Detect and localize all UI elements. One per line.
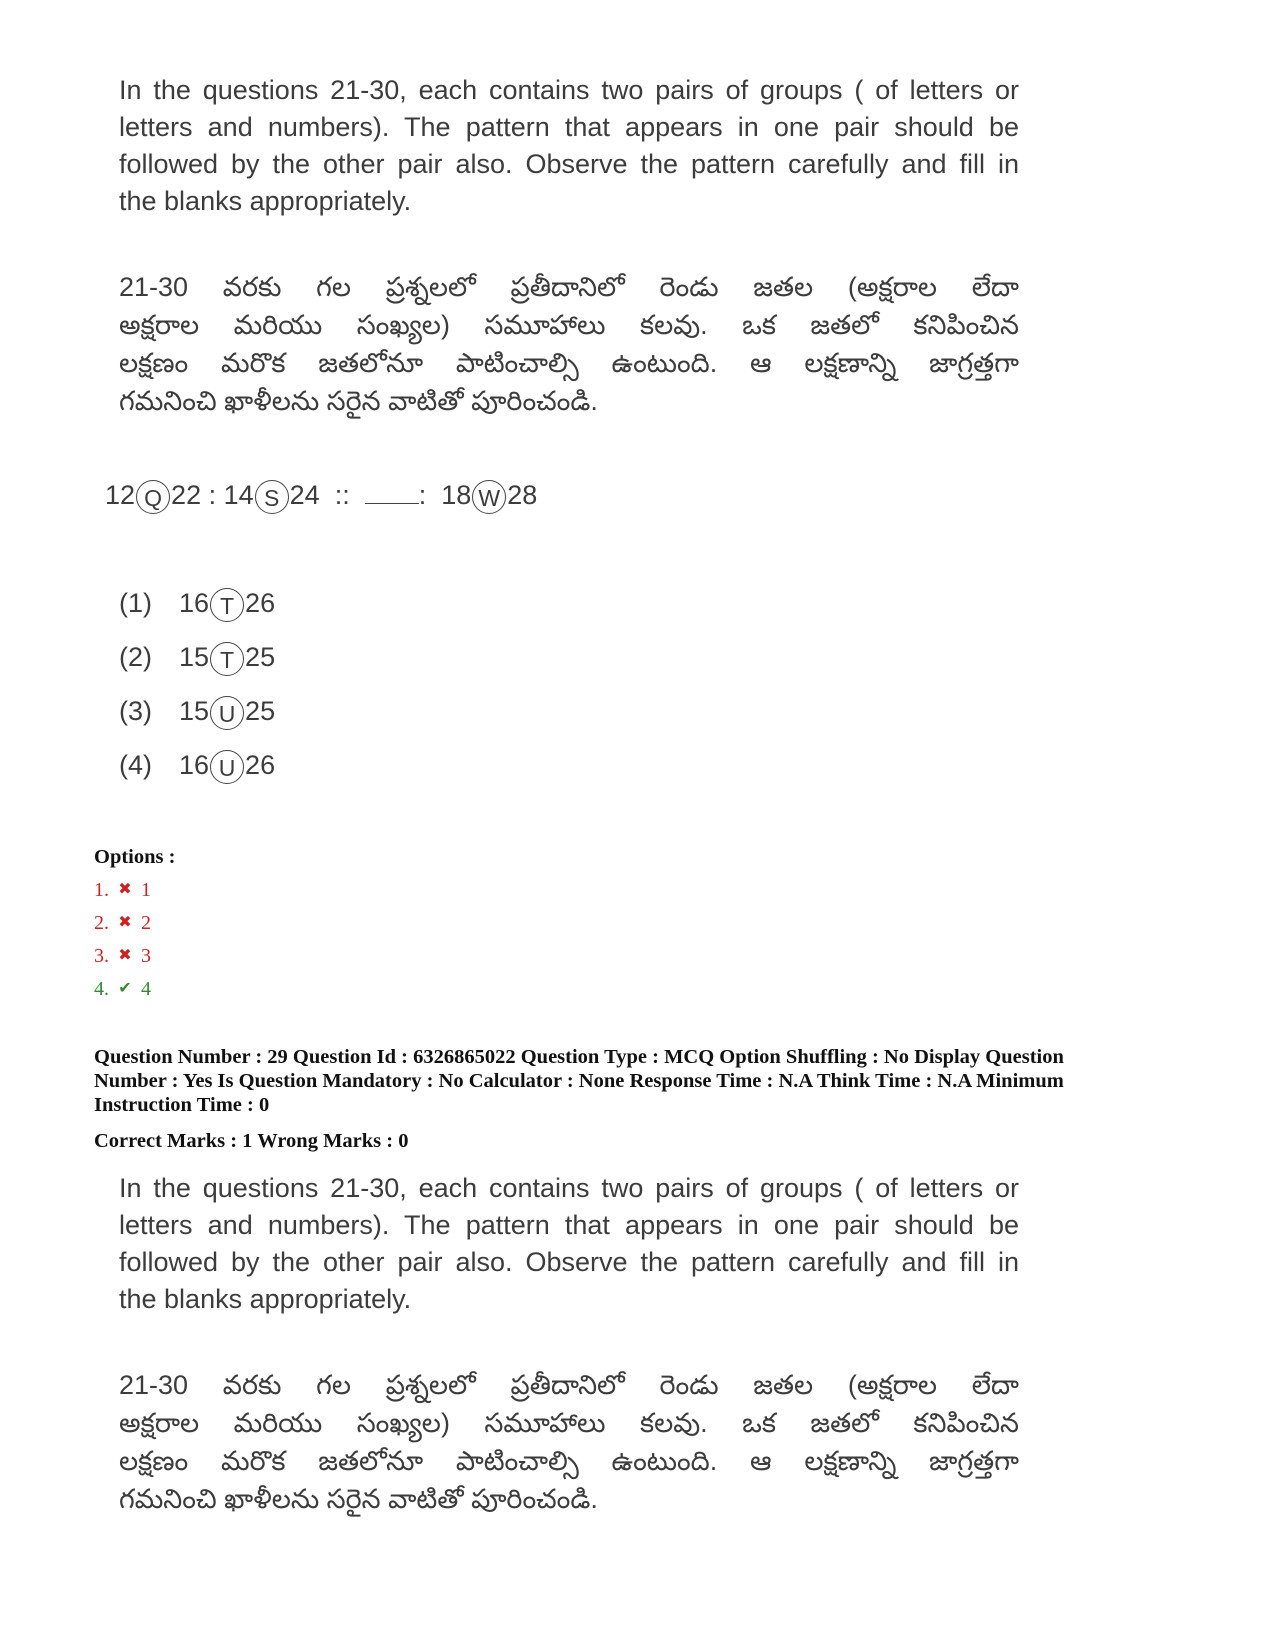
pattern-number: 22 xyxy=(171,480,202,511)
option-item xyxy=(94,878,151,902)
pattern-number: 24 xyxy=(289,480,320,511)
choice-number: (4) xyxy=(119,750,152,781)
choice-item xyxy=(119,588,275,622)
option-item xyxy=(94,911,151,935)
question-pattern xyxy=(105,480,537,514)
pattern-number: 12 xyxy=(105,480,136,511)
pattern-separator: :: xyxy=(319,480,365,511)
q29-instruction-en xyxy=(119,1170,1019,1318)
choice-number-right: 25 xyxy=(245,642,276,673)
instruction-line-te: గమనించి ఖాళీలను సరైన వాటితో పూరించండి. xyxy=(119,1484,598,1514)
option-value: 2 xyxy=(141,912,151,934)
option-index: 3. xyxy=(94,945,109,967)
choice-number-left: 15 xyxy=(179,696,210,727)
option-index: 1. xyxy=(94,879,109,901)
instruction-line-te: అక్షరాల మరియు సంఖ్యల) సమూహాలు కలవు. ఒక జతలో కనిపించిన xyxy=(119,1408,1019,1438)
wrong-mark-icon: ✖ xyxy=(118,914,132,931)
instruction-line-te: లక్షణం మరొక జతలోనూ పాటించాల్సి ఉంటుంది. ఆ లక్షణాన్ని జాగ్రత్తగా xyxy=(119,348,1019,378)
instruction-line: followed by the other pair also. Observe the pattern carefully and fill in xyxy=(119,149,1019,179)
option-index: 2. xyxy=(94,912,109,934)
answer-blank xyxy=(365,481,419,504)
choice-item xyxy=(119,642,275,676)
metadata-line: Number : Yes Is Question Mandatory : No Calculator : None Response Time : N.A Think Time : N.A Minimum xyxy=(94,1070,1064,1092)
instruction-line: letters and numbers). The pattern that appears in one pair should be xyxy=(119,1210,1019,1240)
instruction-line-te: 21-30 వరకు గల ప్రశ్నలలో ప్రతీదానిలో రెండు జతల (అక్షరాల లేదా xyxy=(119,1370,1019,1400)
marks-line: Correct Marks : 1 Wrong Marks : 0 xyxy=(94,1130,409,1152)
pattern-number: 28 xyxy=(507,480,538,511)
q29-instruction-te xyxy=(119,1366,1019,1518)
choice-number-right: 26 xyxy=(245,750,276,781)
choice-number: (2) xyxy=(119,642,152,673)
instruction-line: the blanks appropriately. xyxy=(119,186,412,216)
circled-letter: T xyxy=(210,588,244,622)
circled-letter: S xyxy=(255,480,289,514)
circled-letter: U xyxy=(210,696,244,730)
option-value: 1 xyxy=(141,879,151,901)
q28-instruction-te xyxy=(119,268,1019,420)
option-value: 3 xyxy=(141,945,151,967)
instruction-line: followed by the other pair also. Observe the pattern carefully and fill in xyxy=(119,1247,1019,1277)
instruction-line-te: గమనించి ఖాళీలను సరైన వాటితో పూరించండి. xyxy=(119,386,598,416)
pattern-separator: : xyxy=(418,480,442,511)
option-item xyxy=(94,944,151,968)
instruction-line-te: 21-30 వరకు గల ప్రశ్నలలో ప్రతీదానిలో రెండు జతల (అక్షరాల లేదా xyxy=(119,272,1019,302)
wrong-mark-icon: ✖ xyxy=(118,881,132,898)
choice-item xyxy=(119,750,275,784)
instruction-line: In the questions 21-30, each contains two pairs of groups ( of letters or xyxy=(119,75,1019,105)
instruction-line-te: అక్షరాల మరియు సంఖ్యల) సమూహాలు కలవు. ఒక జతలో కనిపించిన xyxy=(119,310,1019,340)
choice-number-left: 16 xyxy=(179,588,210,619)
wrong-mark-icon: ✖ xyxy=(118,947,132,964)
instruction-line-te: లక్షణం మరొక జతలోనూ పాటించాల్సి ఉంటుంది. ఆ లక్షణాన్ని జాగ్రత్తగా xyxy=(119,1446,1019,1476)
circled-letter: U xyxy=(210,750,244,784)
choice-number-right: 26 xyxy=(245,588,276,619)
options-label: Options : xyxy=(94,846,176,868)
pattern-separator: : xyxy=(201,480,224,511)
q28-instruction-en xyxy=(119,72,1019,220)
circled-letter: T xyxy=(210,642,244,676)
metadata-line: Instruction Time : 0 xyxy=(94,1094,270,1116)
circled-letter: Q xyxy=(136,480,170,514)
metadata-line: Question Number : 29 Question Id : 6326865022 Question Type : MCQ Option Shuffling : No Display Question xyxy=(94,1046,1064,1068)
choice-number-right: 25 xyxy=(245,696,276,727)
instruction-line: In the questions 21-30, each contains two pairs of groups ( of letters or xyxy=(119,1173,1019,1203)
choice-number-left: 15 xyxy=(179,642,210,673)
circled-letter: W xyxy=(472,480,506,514)
choice-item xyxy=(119,696,275,730)
instruction-line: letters and numbers). The pattern that appears in one pair should be xyxy=(119,112,1019,142)
option-value: 4 xyxy=(141,978,151,1000)
instruction-line: the blanks appropriately. xyxy=(119,1284,412,1314)
option-index: 4. xyxy=(94,978,109,1000)
pattern-number: 14 xyxy=(223,480,254,511)
choice-number-left: 16 xyxy=(179,750,210,781)
pattern-number: 18 xyxy=(441,480,472,511)
correct-check-icon: ✔ xyxy=(118,980,132,997)
question-metadata xyxy=(94,1045,1184,1117)
choice-number: (3) xyxy=(119,696,152,727)
option-item xyxy=(94,977,151,1001)
choice-number: (1) xyxy=(119,588,152,619)
